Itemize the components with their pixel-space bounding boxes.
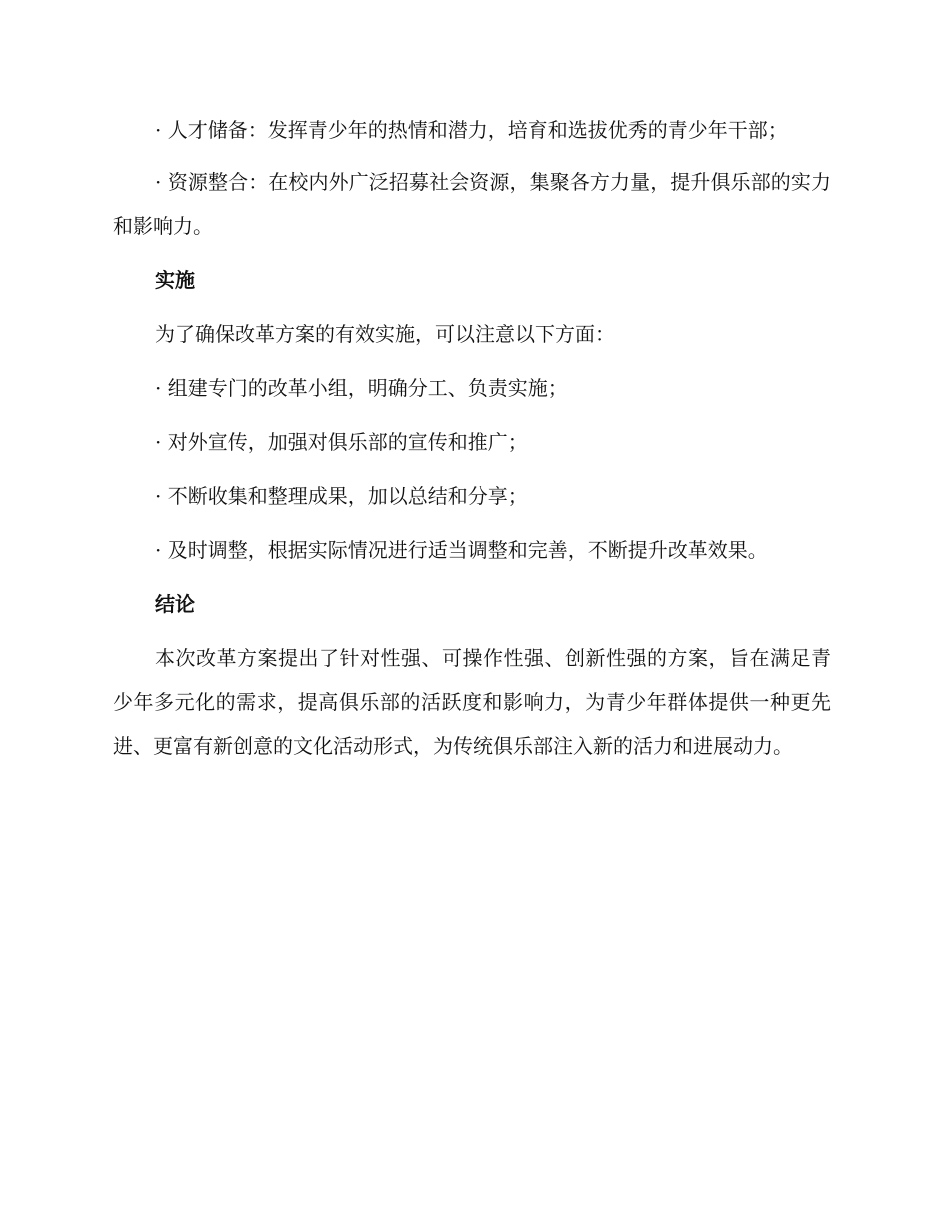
bullet-talent-reserve: · 人才储备：发挥青少年的热情和潜力，培育和选拔优秀的青少年干部； [155,118,788,142]
implementation-bullet: · 对外宣传，加强对俱乐部的宣传和推广； [155,430,528,454]
document-body [113,108,831,768]
implementation-bullet: · 不断收集和整理成果，加以总结和分享； [155,484,528,508]
implementation-intro: 为了确保改革方案的有效实施，可以注意以下方面： [155,322,615,346]
implementation-bullet: · 及时调整，根据实际情况进行适当调整和完善，不断提升改革效果。 [155,538,768,562]
implementation-bullet: · 组建专门的改革小组，明确分工、负责实施； [155,376,568,400]
bullet-resource-integration: · 资源整合：在校内外广泛招募社会资源，集聚各方力量，提升俱乐部的实力和影响力。 [113,170,831,238]
section-heading-implementation: 实施 [155,268,195,292]
conclusion-paragraph: 本次改革方案提出了针对性强、可操作性强、创新性强的方案，旨在满足青少年多元化的需求，提高俱乐部的活跃度和影响力，为青少年群体提供一种更先进、更富有新创意的文化活动形式，为传统俱乐部注入新的活力和进展动力。 [113,646,831,758]
section-heading-conclusion: 结论 [155,592,195,616]
